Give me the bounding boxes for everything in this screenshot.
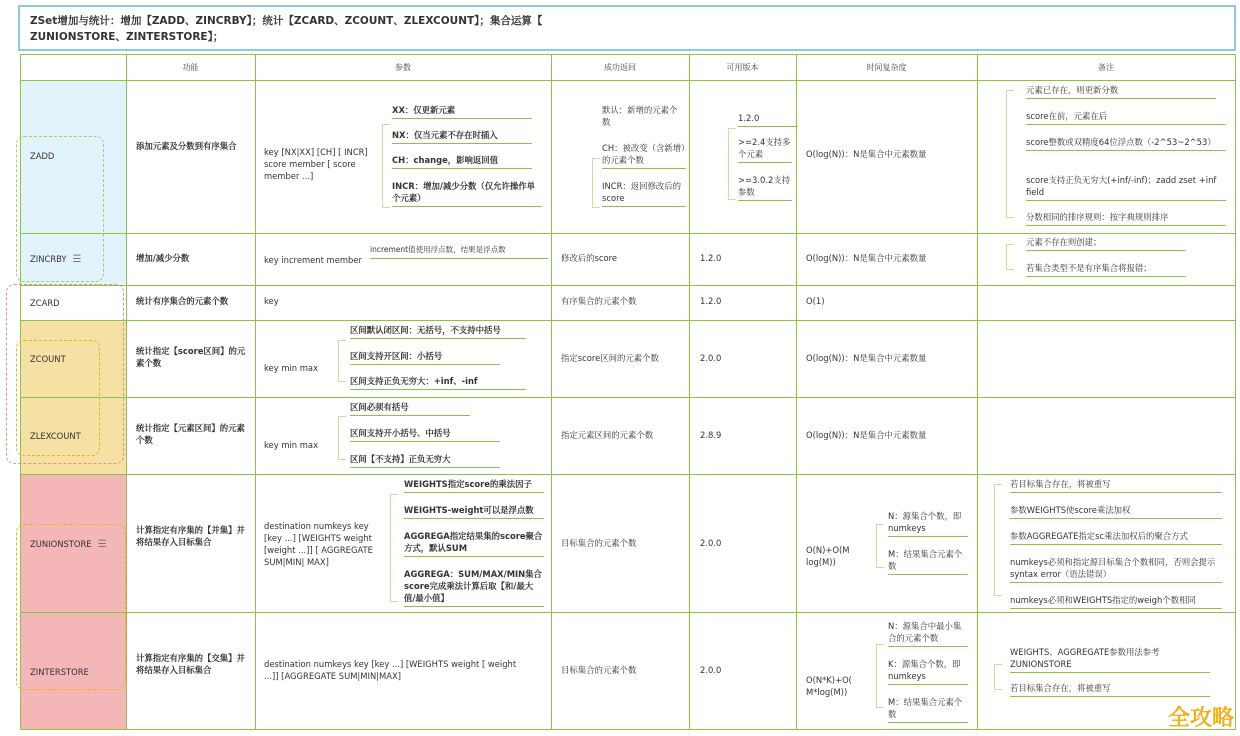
zcard-complexity: O(1) bbox=[806, 296, 825, 306]
zlexcount-return: 指定元素区间的元素个数 bbox=[561, 430, 654, 440]
zadd-function: 添加元素及分数到有序集合 bbox=[136, 141, 237, 151]
zinterstore-cx-n: N：源集合中最小集合的元素个数 bbox=[888, 620, 968, 647]
zadd-note-5: 分数相同的排序规则：按字典规则排序 bbox=[1026, 211, 1226, 226]
zunionstore-name-text: ZUNIONSTORE bbox=[30, 539, 92, 549]
zincrby-function: 增加/减少分数 bbox=[136, 253, 190, 263]
zunionstore-param-1: WEIGHTS指定score的乘法因子 bbox=[404, 478, 544, 493]
zcount-param-1: 区间默认闭区间：无括号，不支持中括号 bbox=[350, 324, 526, 339]
header-return: 成功返回 bbox=[604, 62, 636, 72]
zcount-complexity: O(log(N))：N是集合中元素数量 bbox=[806, 353, 927, 363]
zcard-name: ZCARD bbox=[30, 298, 60, 308]
command-table bbox=[20, 54, 1236, 730]
zlexcount-complexity: O(log(N))：N是集合中元素数量 bbox=[806, 430, 927, 440]
zlexcount-function: 统计指定【元素区间】的元素个数 bbox=[136, 423, 245, 445]
menu-lines-icon: ☰ bbox=[72, 254, 82, 265]
zinterstore-note-1: WEIGHTS、AGGREGATE参数用法参考ZUNIONSTORE bbox=[1010, 646, 1210, 673]
zincrby-name-text: ZINCRBY bbox=[30, 254, 67, 264]
zincrby-complexity: O(log(N))：N是集合中元素数量 bbox=[806, 253, 927, 263]
title-line-2: ZUNIONSTORE、ZINTERSTORE】； bbox=[30, 31, 224, 43]
zcard-return: 有序集合的元素个数 bbox=[561, 296, 637, 306]
zlexcount-param-2: 区间支持开小括号、中括号 bbox=[350, 427, 500, 442]
zinterstore-complexity: O(N*K)+O( M*log(M)) bbox=[806, 675, 852, 697]
zunionstore-note-4: numkeys必须和指定源目标集合个数相同，否则会提示syntax error（语法错误） bbox=[1010, 556, 1222, 583]
zunionstore-complexity: O(N)+O(M log(M)) bbox=[806, 545, 850, 567]
zunionstore-note-1: 若目标集合存在，将被重写 bbox=[1010, 478, 1222, 493]
zunionstore-function: 计算指定有序集的【并集】并将结果存入目标集合 bbox=[136, 525, 245, 547]
zlexcount-param-1: 区间必须有括号 bbox=[350, 401, 470, 416]
zunionstore-return: 目标集合的元素个数 bbox=[561, 538, 637, 548]
zcount-name: ZCOUNT bbox=[30, 354, 66, 364]
zunionstore-param-4: AGGREGA：SUM/MAX/MIN集合score完成乘法计算后取【和/最大值/最小值】 bbox=[404, 568, 544, 607]
zcount-version: 2.0.0 bbox=[700, 353, 722, 363]
zadd-return-incr: INCR：返回修改后的score bbox=[602, 180, 686, 207]
zunionstore-param-2: WEIGHTS-weight可以是浮点数 bbox=[404, 504, 544, 519]
zcount-function: 统计指定【score区间】的元素个数 bbox=[136, 346, 246, 368]
zunionstore-note-5: numkeys必须和WEIGHTS指定的weigh个数相同 bbox=[1010, 594, 1222, 609]
zlexcount-params: key min max bbox=[264, 440, 319, 450]
zadd-param-ch: CH：change，影响返回值 bbox=[392, 154, 532, 169]
zadd-version-2: >=2.4支持多个元素 bbox=[738, 136, 792, 163]
zunionstore-param-3: AGGREGA指定结果集的score聚合方式，默认SUM bbox=[404, 530, 544, 557]
header-params: 参数 bbox=[395, 62, 411, 72]
zadd-note-1: 元素已存在，则更新分数 bbox=[1026, 84, 1216, 99]
zadd-param-incr: INCR：增加/减少分数（仅允许操作单个元素） bbox=[392, 180, 542, 207]
group-count-inner-outline bbox=[16, 340, 100, 456]
watermark-logo: 全攻略 bbox=[1167, 706, 1234, 731]
zadd-version-3: >=3.0.2支持参数 bbox=[738, 174, 792, 201]
zadd-return-ch: CH：被改变（含新增）的元素个数 bbox=[602, 142, 686, 169]
zunionstore-params: destination numkeys key [key ...] [WEIGHTS weight [weight ...]] [ AGGREGATE SUM|MIN| MAX] bbox=[264, 521, 373, 567]
zinterstore-function: 计算指定有序集的【交集】并将结果存入目标集合 bbox=[136, 653, 245, 675]
zinterstore-cx-m: M：结果集合元素个数 bbox=[888, 696, 968, 723]
zunionstore-cx-n: N：源集合个数，即numkeys bbox=[888, 510, 968, 537]
zlexcount-version: 2.8.9 bbox=[700, 430, 722, 440]
header-version: 可用版本 bbox=[726, 62, 759, 72]
zcard-version: 1.2.0 bbox=[700, 296, 722, 306]
zunionstore-note-2: 参数WEIGHTS使score乘法加权 bbox=[1010, 504, 1222, 519]
group-store-outline bbox=[16, 524, 126, 690]
zincrby-note-1: 元素不存在则创建； bbox=[1026, 236, 1186, 251]
zunionstore-note-3: 参数AGGREGATE指定sc乘法加权后的聚合方式 bbox=[1010, 530, 1222, 545]
menu-lines-icon: ☰ bbox=[97, 539, 107, 550]
zadd-note-3: score整数或双精度64位浮点数（-2^53~2^53） bbox=[1026, 136, 1226, 151]
header-function: 功能 bbox=[182, 62, 199, 72]
zinterstore-note-2: 若目标集合存在，将被重写 bbox=[1010, 682, 1210, 697]
zlexcount-name: ZLEXCOUNT bbox=[30, 431, 81, 441]
zincrby-params: key increment member bbox=[264, 255, 362, 265]
title-line-1: ZSet增加与统计：增加【ZADD、ZINCRBY】；统计【ZCARD、ZCOUNT、ZLEXCOUNT】；集合运算【 bbox=[30, 15, 543, 27]
zinterstore-name: ZINTERSTORE bbox=[30, 667, 89, 677]
zcard-function: 统计有序集合的元素个数 bbox=[136, 296, 229, 306]
zincrby-version: 1.2.0 bbox=[700, 253, 722, 263]
zunionstore-cx-m: M：结果集合元素个数 bbox=[888, 548, 968, 575]
group-add-outline bbox=[16, 136, 104, 282]
zinterstore-return: 目标集合的元素个数 bbox=[561, 665, 637, 675]
zadd-param-nx: NX：仅当元素不存在时插入 bbox=[392, 129, 532, 144]
zinterstore-version: 2.0.0 bbox=[700, 665, 722, 675]
zadd-complexity: O(log(N))：N是集合中元素数量 bbox=[806, 149, 927, 159]
zincrby-return: 修改后的score bbox=[561, 253, 618, 263]
zadd-note-2: score在前，元素在后 bbox=[1026, 110, 1226, 125]
zinterstore-params: destination numkeys key [key ...] [WEIGHTS weight [ weight ...]] [AGGREGATE SUM|MIN|MAX] bbox=[264, 659, 517, 681]
zinterstore-cx-k: K：源集合个数，即numkeys bbox=[888, 658, 968, 685]
zlexcount-param-3: 区间【不支持】正负无穷大 bbox=[350, 453, 500, 468]
zadd-params: key [NX|XX] [CH] [ INCR] score member [ score member ...] bbox=[264, 147, 368, 181]
zcount-param-3: 区间支持正负无穷大：+inf、-inf bbox=[350, 375, 526, 390]
header-complexity: 时间复杂度 bbox=[866, 62, 907, 72]
zadd-version-1: 1.2.0 bbox=[738, 112, 798, 127]
title-box bbox=[18, 5, 1236, 51]
zcount-return: 指定score区间的元素个数 bbox=[561, 353, 659, 363]
zadd-note-4: score支持正负无穷大(+inf/-inf)；zadd zset +inf field bbox=[1026, 174, 1226, 201]
zadd-param-xx: XX：仅更新元素 bbox=[392, 104, 532, 119]
zcount-param-2: 区间支持开区间：小括号 bbox=[350, 350, 500, 365]
zcard-params: key bbox=[264, 296, 279, 306]
zadd-name: ZADD bbox=[30, 151, 55, 161]
header-notes: 备注 bbox=[1098, 62, 1114, 72]
zunionstore-version: 2.0.0 bbox=[700, 538, 722, 548]
zcount-params: key min max bbox=[264, 363, 319, 373]
zincrby-param-note: increment值使用浮点数，结果是浮点数 bbox=[370, 244, 548, 259]
zadd-return: 默认：新增的元素个数 bbox=[602, 105, 678, 127]
zincrby-note-2: 若集合类型不是有序集合将报错； bbox=[1026, 262, 1186, 277]
